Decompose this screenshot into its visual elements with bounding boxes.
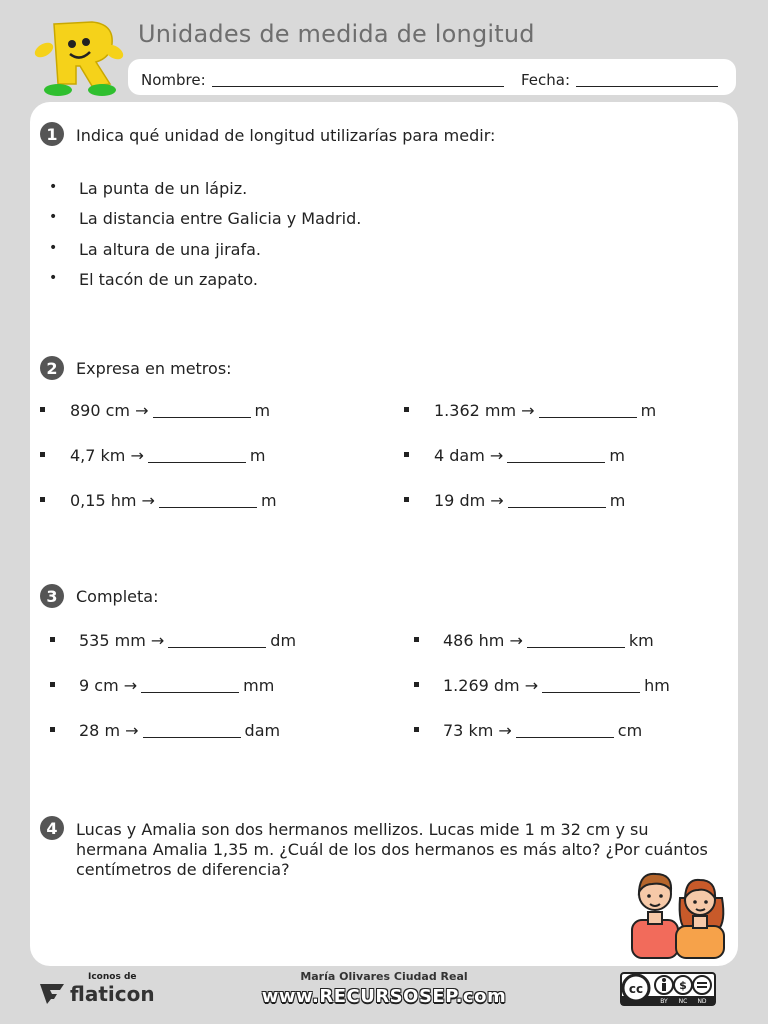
bullet: •	[49, 209, 58, 225]
question-number-badge: 1	[40, 122, 64, 146]
fecha-line	[576, 73, 718, 87]
exercise-item[interactable]: 890 cm → m	[70, 401, 271, 420]
list-item: El tacón de un zapato.	[79, 270, 259, 289]
flaticon-credit-big: flaticon	[70, 982, 155, 1006]
question-number-badge: 4	[40, 816, 64, 840]
square-bullet	[40, 452, 45, 457]
square-bullet	[404, 452, 409, 457]
svg-text:ND: ND	[697, 998, 707, 1005]
nombre-label: Nombre:	[141, 71, 206, 89]
exercise-item[interactable]: 486 hm → km	[443, 631, 654, 650]
fecha-label: Fecha:	[521, 71, 571, 89]
exercise-item[interactable]: 73 km → cm	[443, 721, 643, 740]
q4-problem-text: Lucas y Amalia son dos hermanos mellizos. Lucas mide 1 m 32 cm y su hermana Amalia 1,35 m. ¿Cuál de los dos hermanos es más alto? ¿Por cuántos centímetros de diferencia?	[76, 820, 708, 879]
bullet: •	[49, 270, 58, 286]
square-bullet	[404, 497, 409, 502]
author-credit: María Olivares Ciudad Real	[300, 970, 468, 983]
cc-by-nc-nd-icon	[620, 972, 716, 1006]
q1-prompt: Indica qué unidad de longitud utilizarías para medir:	[76, 126, 496, 145]
svg-text:NC: NC	[678, 998, 688, 1005]
list-item: La punta de un lápiz.	[79, 179, 248, 198]
square-bullet	[414, 727, 419, 732]
square-bullet	[50, 727, 55, 732]
svg-text:$: $	[679, 979, 687, 992]
page-title: Unidades de medida de longitud	[138, 20, 535, 48]
fecha-field[interactable]	[521, 71, 718, 89]
exercise-item[interactable]: 19 dm → m	[434, 491, 626, 510]
exercise-item[interactable]: 4,7 km → m	[70, 446, 266, 465]
nombre-field[interactable]	[141, 71, 504, 89]
exercise-item[interactable]: 28 m → dam	[79, 721, 281, 740]
square-bullet	[40, 497, 45, 502]
q3-prompt: Completa:	[76, 587, 159, 606]
siblings-illustration-icon	[628, 864, 728, 960]
exercise-item[interactable]: 9 cm → mm	[79, 676, 275, 695]
worksheet-body	[30, 102, 738, 966]
square-bullet	[40, 407, 45, 412]
question-number-badge: 2	[40, 356, 64, 380]
exercise-item[interactable]: 4 dam → m	[434, 446, 625, 465]
square-bullet	[414, 637, 419, 642]
list-item: La altura de una jirafa.	[79, 240, 261, 259]
question-number-badge: 3	[40, 584, 64, 608]
website-link[interactable]: www.RECURSOSEP.com	[261, 986, 507, 1007]
square-bullet	[50, 637, 55, 642]
bullet: •	[49, 240, 58, 256]
svg-text:BY: BY	[660, 998, 668, 1005]
recursosep-logo-icon	[30, 18, 126, 100]
q2-prompt: Expresa en metros:	[76, 359, 232, 378]
square-bullet	[414, 682, 419, 687]
square-bullet	[404, 407, 409, 412]
exercise-item[interactable]: 535 mm → dm	[79, 631, 297, 650]
name-date-bar	[128, 59, 736, 95]
flaticon-credit-small: Iconos de	[88, 972, 137, 982]
bullet: •	[49, 179, 58, 195]
exercise-item[interactable]: 1.362 mm → m	[434, 401, 657, 420]
nombre-line	[212, 73, 504, 87]
svg-text:cc: cc	[628, 982, 644, 996]
exercise-item[interactable]: 1.269 dm → hm	[443, 676, 670, 695]
square-bullet	[50, 682, 55, 687]
list-item: La distancia entre Galicia y Madrid.	[79, 209, 362, 228]
exercise-item[interactable]: 0,15 hm → m	[70, 491, 277, 510]
